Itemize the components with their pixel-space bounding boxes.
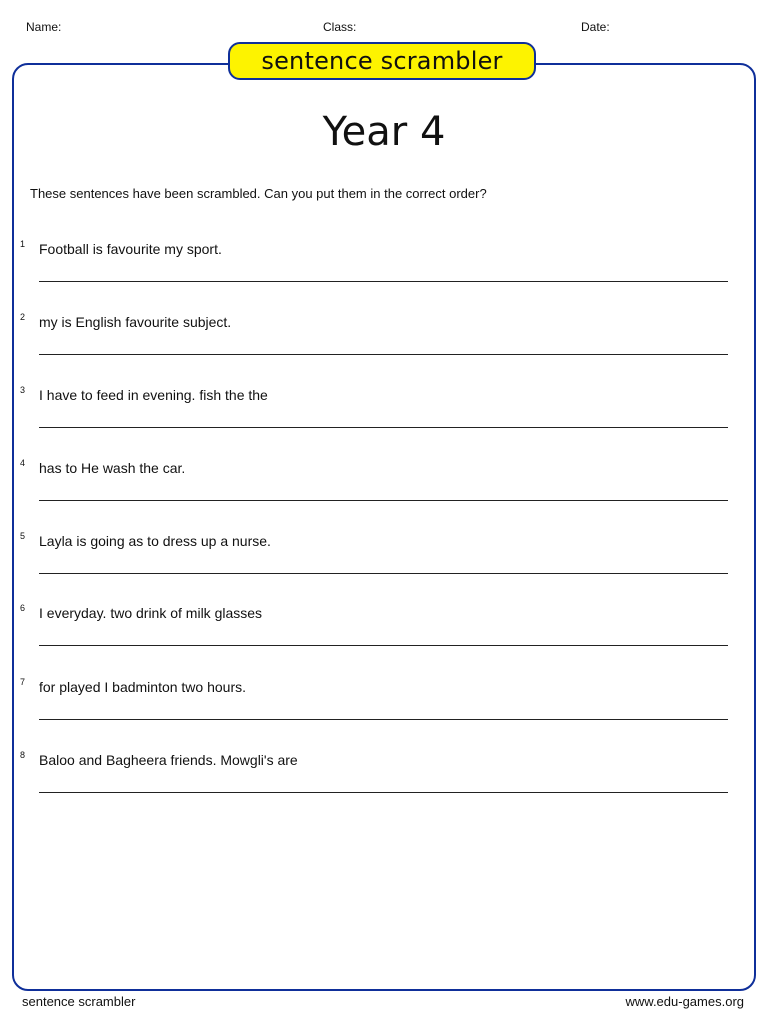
question-number: 8 <box>20 750 26 760</box>
question-text: I have to feed in evening. fish the the <box>39 387 268 403</box>
answer-line[interactable] <box>39 645 728 646</box>
question-number: 6 <box>20 603 26 613</box>
answer-line[interactable] <box>39 500 728 501</box>
question-number: 2 <box>20 312 26 322</box>
worksheet-title: sentence scrambler <box>228 42 536 80</box>
answer-line[interactable] <box>39 354 728 355</box>
question-item <box>0 458 768 518</box>
footer-website: www.edu-games.org <box>625 994 744 1009</box>
question-item <box>0 531 768 591</box>
question-text: I everyday. two drink of milk glasses <box>39 605 263 621</box>
answer-line[interactable] <box>39 792 728 793</box>
name-label: Name: <box>26 20 62 34</box>
date-label: Date: <box>581 20 610 34</box>
question-number: 4 <box>20 458 26 468</box>
answer-line[interactable] <box>39 427 728 428</box>
question-item <box>0 750 768 810</box>
question-item <box>0 385 768 445</box>
question-text: Football is favourite my sport. <box>39 241 222 257</box>
year-heading: Year 4 <box>322 109 446 155</box>
question-text: Baloo and Bagheera friends. Mowgli's are <box>39 752 298 768</box>
question-item <box>0 312 768 372</box>
question-item <box>0 677 768 737</box>
answer-line[interactable] <box>39 719 728 720</box>
question-text: has to He wash the car. <box>39 460 186 476</box>
footer-title: sentence scrambler <box>22 994 136 1009</box>
question-number: 5 <box>20 531 26 541</box>
question-text: Layla is going as to dress up a nurse. <box>39 533 271 549</box>
worksheet-frame <box>12 63 756 991</box>
class-label: Class: <box>323 20 357 34</box>
question-text: my is English favourite subject. <box>39 314 232 330</box>
answer-line[interactable] <box>39 281 728 282</box>
question-item <box>0 239 768 299</box>
question-number: 1 <box>20 239 26 249</box>
question-item <box>0 603 768 663</box>
question-number: 3 <box>20 385 26 395</box>
question-number: 7 <box>20 677 26 687</box>
question-text: for played I badminton two hours. <box>39 679 247 695</box>
answer-line[interactable] <box>39 573 728 574</box>
instructions: These sentences have been scrambled. Can you put them in the correct order? <box>30 186 487 201</box>
